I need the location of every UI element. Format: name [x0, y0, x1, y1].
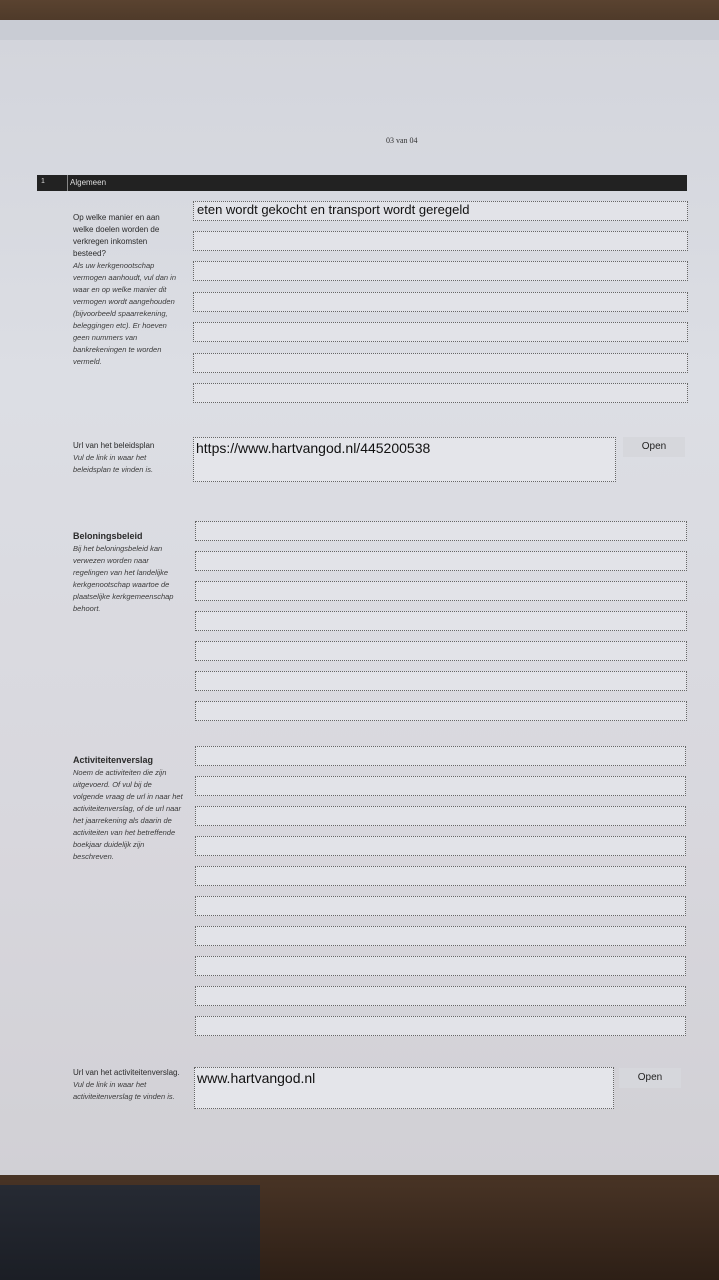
income-line-2[interactable]	[193, 231, 688, 251]
activities-title: Activiteitenverslag	[73, 755, 154, 765]
policy-open-button[interactable]: Open	[623, 437, 685, 457]
activities-line-4[interactable]	[195, 836, 686, 856]
policy-url-hint: Vul de link in waar het beleidsplan te vinden is.	[73, 453, 154, 474]
remuneration-hint: Bij het beloningsbeleid kan verwezen worden naar regelingen van het landelijke kerkgenootschap waartoe de plaatselijke kerkgemeenschap behoort.	[73, 544, 174, 613]
activities-hint: Noem de activiteiten die zijn uitgevoerd. Of vul bij de volgende vraag de url in naar het activiteitenverslag, of de url naar het jaarrekening als daarin de activiteiten van het betreffende boekjaar duidelijk zijn beschreven.	[73, 768, 183, 861]
remuneration-line-7[interactable]	[195, 701, 687, 721]
policy-url-value: https://www.hartvangod.nl/445200538	[196, 440, 431, 456]
remuneration-label	[73, 530, 183, 615]
policy-url-title: Url van het beleidsplan	[73, 441, 155, 450]
remuneration-line-5[interactable]	[195, 641, 687, 661]
remuneration-title: Beloningsbeleid	[73, 531, 143, 541]
income-hint: Als uw kerkgenootschap vermogen aanhoudt, vul dan in waar en op welke manier dit vermogen wordt aangehouden (bijvoorbeeld spaarrekening, beleggingen etc). Er hoeven geen nummers van bankrekeningen te worden vermeld.	[73, 261, 176, 366]
income-question: Op welke manier en aan welke doelen worden de verkregen inkomsten besteed?	[73, 213, 160, 258]
income-line-5[interactable]	[193, 322, 688, 342]
activities-line-1[interactable]	[195, 746, 686, 766]
activities-url-label	[73, 1067, 197, 1103]
section-header	[37, 175, 687, 191]
policy-url-label	[73, 440, 183, 476]
activities-line-9[interactable]	[195, 986, 686, 1006]
activities-line-3[interactable]	[195, 806, 686, 826]
activities-line-7[interactable]	[195, 926, 686, 946]
remuneration-line-2[interactable]	[195, 551, 687, 571]
activities-url-title: Url van het activiteitenverslag.	[73, 1068, 180, 1077]
remuneration-line-6[interactable]	[195, 671, 687, 691]
remuneration-line-3[interactable]	[195, 581, 687, 601]
income-line-7[interactable]	[193, 383, 688, 403]
activities-url-hint: Vul de link in waar het activiteitenverslag te vinden is.	[73, 1080, 175, 1101]
section-number: 1	[41, 178, 45, 185]
policy-url-input[interactable]	[193, 437, 616, 482]
income-line-3[interactable]	[193, 261, 688, 281]
activities-open-button[interactable]: Open	[619, 1068, 681, 1088]
income-label	[73, 212, 181, 368]
activities-line-2[interactable]	[195, 776, 686, 796]
income-line-6[interactable]	[193, 353, 688, 373]
section-title: Algemeen	[70, 178, 107, 187]
cloth	[0, 1185, 260, 1280]
remuneration-line-4[interactable]	[195, 611, 687, 631]
activities-url-value: www.hartvangod.nl	[197, 1070, 316, 1086]
activities-url-input[interactable]	[194, 1067, 614, 1109]
activities-line-5[interactable]	[195, 866, 686, 886]
activities-line-6[interactable]	[195, 896, 686, 916]
income-line-4[interactable]	[193, 292, 688, 312]
activities-line-10[interactable]	[195, 1016, 686, 1036]
activities-label	[73, 754, 183, 863]
remuneration-line-1[interactable]	[195, 521, 687, 541]
income-line-1-value: eten wordt gekocht en transport wordt geregeld	[197, 202, 470, 217]
activities-line-8[interactable]	[195, 956, 686, 976]
income-line-1[interactable]	[193, 201, 688, 221]
section-divider	[67, 175, 68, 191]
page-number: 03 van 04	[386, 136, 418, 145]
